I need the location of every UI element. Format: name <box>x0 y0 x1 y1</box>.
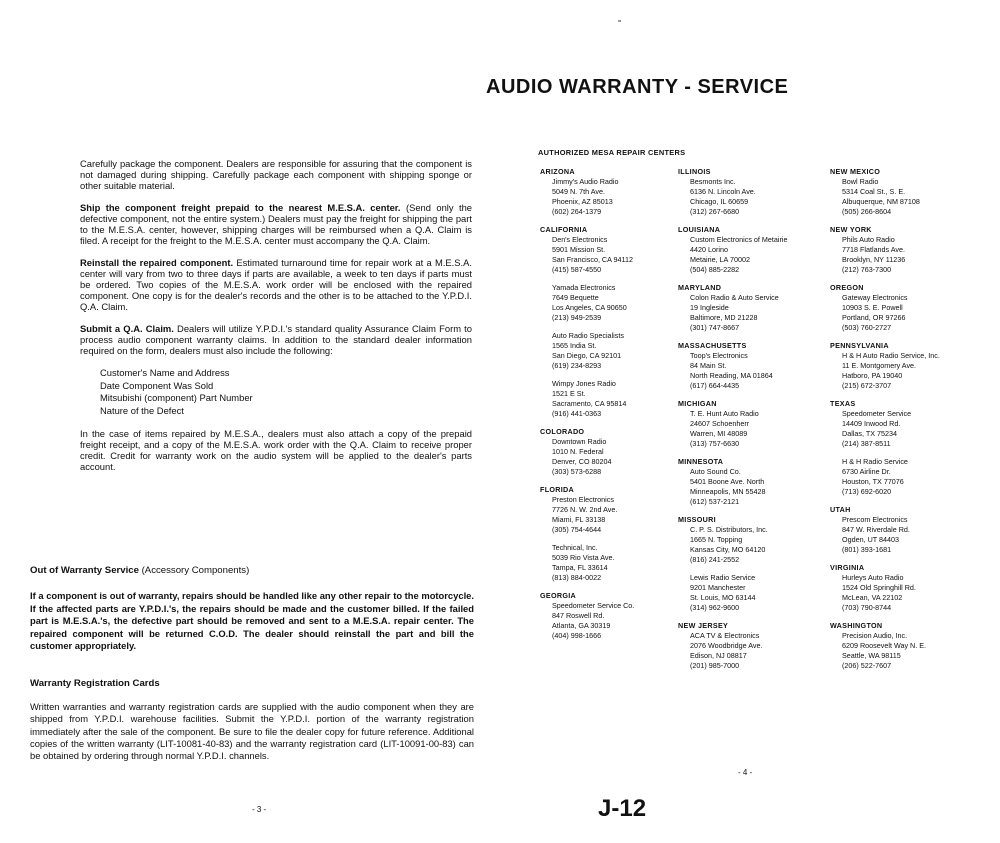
repair-center-entry <box>842 235 940 275</box>
list-item: Nature of the Defect <box>100 404 184 416</box>
repair-centers-heading: AUTHORIZED MESA REPAIR CENTERS <box>538 148 686 157</box>
state-heading: MARYLAND <box>678 283 722 292</box>
repair-center-name: Prescom Electronics <box>842 515 908 524</box>
repair-center-phone: (212) 763-7300 <box>842 265 892 274</box>
repair-center-entry <box>690 631 787 671</box>
repair-center-street: 6730 Airline Dr. <box>842 467 891 476</box>
state-heading: PENNSYLVANIA <box>830 341 889 350</box>
claim-requirements-list <box>100 367 472 417</box>
list-item: Customer's Name and Address <box>100 367 230 378</box>
repair-center-city: Albuquerque, NM 87108 <box>842 197 920 206</box>
repair-center-street: 10903 S. E. Powell <box>842 303 903 312</box>
repair-center-street: 5901 Mission St. <box>552 245 606 254</box>
state-heading: WASHINGTON <box>830 621 883 630</box>
repair-center-street: 5401 Boone Ave. North <box>690 477 765 486</box>
repair-center-name: Auto Radio Specialists <box>552 331 624 340</box>
repair-center-name: Auto Sound Co. <box>690 467 741 476</box>
repair-center-entry <box>690 235 787 275</box>
out-of-warranty-heading <box>30 565 249 576</box>
repair-center-phone: (703) 790-8744 <box>842 603 892 612</box>
repair-center-phone: (215) 672-3707 <box>842 381 892 390</box>
repair-center-entry <box>552 331 634 371</box>
state-heading: TEXAS <box>830 399 856 408</box>
repair-center-city: Sacramento, CA 95814 <box>552 399 627 408</box>
state-heading: VIRGINIA <box>830 563 865 572</box>
repair-center-street: 6209 Roosevelt Way N. E. <box>842 641 927 650</box>
repair-center-city: Warren, MI 48089 <box>690 429 748 438</box>
repair-center-name: Lewis Radio Service <box>690 573 756 582</box>
repair-center-name: Wimpy Jones Radio <box>552 379 616 388</box>
repair-center-entry <box>552 379 634 419</box>
repair-center-entry <box>552 601 634 641</box>
repair-center-street: 9201 Manchester <box>690 583 746 592</box>
page-number-left: - 3 - <box>252 805 267 814</box>
ship-heading: Ship the component freight prepaid to the nearest M.E.S.A. center. <box>80 202 401 213</box>
repair-center-entry <box>842 631 940 671</box>
warranty-procedure-text <box>80 158 472 483</box>
list-item: Date Component Was Sold <box>100 379 214 391</box>
repair-center-name: T. E. Hunt Auto Radio <box>690 409 759 418</box>
repair-center-street: 14409 Inwood Rd. <box>842 419 901 428</box>
repair-center-city: McLean, VA 22102 <box>842 593 903 602</box>
repair-center-city: Phoenix, AZ 85013 <box>552 197 613 206</box>
paragraph-mesa-repairs: In the case of items repaired by M.E.S.A., dealers must also attach a copy of the prepaid freight receipt, and a copy of the M.E.S.A. work order with the Q.A. Claim to receive proper credit. Credit for warranty work on the audio system will be applied to the dealer's parts account. <box>80 428 472 472</box>
state-heading: MASSACHUSETTS <box>678 341 747 350</box>
repair-center-city: Los Angeles, CA 90650 <box>552 303 627 312</box>
repair-center-phone: (713) 692-6020 <box>842 487 892 496</box>
repair-center-phone: (201) 985-7000 <box>690 661 740 670</box>
repair-center-city: Denver, CO 80204 <box>552 457 612 466</box>
state-heading: MICHIGAN <box>678 399 717 408</box>
repair-center-entry <box>552 177 634 217</box>
repair-center-name: Speedometer Service Co. <box>552 601 635 610</box>
page-title: AUDIO WARRANTY - SERVICE <box>486 76 789 98</box>
paragraph-reinstall <box>80 257 472 312</box>
repair-center-phone: (617) 664-4435 <box>690 381 740 390</box>
scan-speck <box>618 20 621 22</box>
repair-center-name: Precision Audio, Inc. <box>842 631 908 640</box>
repair-center-phone: (415) 587-4550 <box>552 265 602 274</box>
repair-center-city: Baltimore, MD 21228 <box>690 313 758 322</box>
paragraph-ship <box>80 202 472 246</box>
oow-title-bold: Out of Warranty Service <box>30 565 139 576</box>
state-heading: ARIZONA <box>540 167 575 176</box>
repair-center-entry <box>552 543 634 583</box>
repair-center-phone: (504) 885-2282 <box>690 265 740 274</box>
repair-center-phone: (505) 266-8604 <box>842 207 892 216</box>
repair-center-street: 1665 N. Topping <box>690 535 743 544</box>
state-heading: MINNESOTA <box>678 457 724 466</box>
repair-center-name: Colon Radio & Auto Service <box>690 293 779 302</box>
reinstall-heading: Reinstall the repaired component. <box>80 257 234 268</box>
repair-center-phone: (916) 441-0363 <box>552 409 602 418</box>
repair-center-city: Hatboro, PA 19040 <box>842 371 903 380</box>
repair-center-city: Dallas, TX 75234 <box>842 429 898 438</box>
repair-center-name: Besmonts Inc. <box>690 177 736 186</box>
repair-center-phone: (602) 264-1379 <box>552 207 602 216</box>
repair-center-city: Portland, OR 97266 <box>842 313 906 322</box>
repair-centers-column <box>540 167 634 649</box>
repair-center-name: Jimmy's Audio Radio <box>552 177 619 186</box>
repair-center-phone: (314) 962-9600 <box>690 603 740 612</box>
oow-title-rest: (Accessory Components) <box>138 565 250 576</box>
repair-center-street: 7726 N. W. 2nd Ave. <box>552 505 618 514</box>
repair-center-phone: (503) 760-2727 <box>842 323 892 332</box>
state-heading: CALIFORNIA <box>540 225 588 234</box>
repair-center-street: 11 E. Montgomery Ave. <box>842 361 917 370</box>
state-heading: FLORIDA <box>540 485 575 494</box>
repair-center-phone: (206) 522-7607 <box>842 661 892 670</box>
repair-center-city: Houston, TX 77076 <box>842 477 904 486</box>
repair-center-entry <box>690 177 787 217</box>
repair-center-street: 5314 Coal St., S. E. <box>842 187 906 196</box>
repair-center-street: 1521 E St. <box>552 389 586 398</box>
repair-center-phone: (312) 267-6680 <box>690 207 740 216</box>
reinstall-text: Estimated turnaround time for repair work at a M.E.S.A. center will vary from two to three days if parts are available, a week to ten days if parts must be ordered. Two copies of the M.E.S.A. work order will be enclosed with the repaired component. One copy is for the dealer's records and the other is to be attached to the Y.P.D.I. Q.A. Claim. <box>80 257 472 312</box>
out-of-warranty-text: If a component is out of warranty, repairs should be handled like any other repair to the motorcycle. If the affected parts are Y.P.D.I.'s, the repairs should be made and the customer billed. If the failed part is M.E.S.A.'s, the defective part should be removed and sent to a M.E.S.A. repair center. The repaired component will be returned C.O.D. The dealer should reinstall the part and bill the customer appropriately. <box>30 590 474 651</box>
list-item: Mitsubishi (component) Part Number <box>100 392 253 403</box>
repair-center-phone: (404) 998-1666 <box>552 631 602 640</box>
repair-center-entry <box>690 467 787 507</box>
state-heading: MISSOURI <box>678 515 716 524</box>
repair-center-name: C. P. S. Distributors, Inc. <box>690 525 768 534</box>
repair-center-name: Phils Auto Radio <box>842 235 895 244</box>
repair-center-city: Atlanta, GA 30319 <box>552 621 611 630</box>
repair-center-entry <box>842 409 940 449</box>
page-number-right: - 4 - <box>738 768 753 777</box>
repair-center-street: 847 Roswell Rd. <box>552 611 605 620</box>
repair-center-street: 5039 Rio Vista Ave. <box>552 553 615 562</box>
repair-center-entry <box>690 573 787 613</box>
repair-center-name: ACA TV & Electronics <box>690 631 760 640</box>
repair-center-street: 1524 Old Springhill Rd. <box>842 583 916 592</box>
repair-center-city: North Reading, MA 01864 <box>690 371 773 380</box>
repair-center-phone: (301) 747-8667 <box>690 323 740 332</box>
repair-center-name: Hurleys Auto Radio <box>842 573 904 582</box>
repair-center-street: 6136 N. Lincoln Ave. <box>690 187 756 196</box>
repair-center-city: Tampa, FL 33614 <box>552 563 608 572</box>
repair-center-name: Preston Electronics <box>552 495 614 504</box>
repair-center-street: 1565 India St. <box>552 341 597 350</box>
repair-center-street: 5049 N. 7th Ave. <box>552 187 606 196</box>
repair-center-name: H & H Radio Service <box>842 457 908 466</box>
registration-cards-heading: Warranty Registration Cards <box>30 678 160 689</box>
repair-center-city: Miami, FL 33138 <box>552 515 606 524</box>
ship-text: (Send only the defective component, not the entire system.) Dealers must pay the freight for shipping the part to the M.E.S.A. center, however, shipping charges will be reimbursed when a Q.A. Claim is filed. A receipt for the freight to the M.E.S.A. center must accompany the Q.A. Claim. <box>80 202 473 246</box>
claim-heading: Submit a Q.A. Claim. <box>80 323 174 334</box>
repair-center-street: 847 W. Riverdale Rd. <box>842 525 910 534</box>
repair-center-street: 84 Main St. <box>690 361 727 370</box>
repair-center-city: Kansas City, MO 64120 <box>690 545 766 554</box>
repair-center-name: Den's Electronics <box>552 235 608 244</box>
repair-center-name: Downtown Radio <box>552 437 607 446</box>
repair-center-phone: (813) 884-0022 <box>552 573 602 582</box>
registration-cards-text: Written warranties and warranty registration cards are supplied with the audio component when they are shipped from Y.P.D.I. warehouse facilities. Submit the Y.P.D.I. portion of the warranty registration immediately after the sale of the component. Be sure to file the dealer copy for future reference. Additional copies of the written warranty (LIT-10081-40-83) and the warranty registration card (LIT-10091-00-83) can be obtained by ordering through normal Y.P.D.I. channels. <box>30 701 474 762</box>
repair-center-name: Toop's Electronics <box>690 351 748 360</box>
repair-centers-column <box>678 167 787 679</box>
repair-center-phone: (619) 234-8293 <box>552 361 602 370</box>
repair-center-entry <box>690 409 787 449</box>
repair-center-entry <box>842 573 940 613</box>
repair-center-city: San Francisco, CA 94112 <box>552 255 633 264</box>
paragraph-claim <box>80 323 472 356</box>
repair-center-phone: (816) 241-2552 <box>690 555 740 564</box>
paragraph-packaging: Carefully package the component. Dealers are responsible for assuring that the component is not damaged during shipping. Carefully package each component with shipping sponge or other suitable material. <box>80 158 472 191</box>
repair-center-entry <box>552 495 634 535</box>
repair-center-entry <box>842 293 940 333</box>
state-heading: NEW YORK <box>830 225 872 234</box>
repair-center-street: 24607 Schoenherr <box>690 419 750 428</box>
repair-center-city: San Diego, CA 92101 <box>552 351 622 360</box>
repair-centers-column <box>830 167 940 679</box>
repair-center-city: St. Louis, MO 63144 <box>690 593 756 602</box>
state-heading: COLORADO <box>540 427 585 436</box>
repair-center-entry <box>552 437 634 477</box>
repair-center-city: Edison, NJ 08817 <box>690 651 747 660</box>
repair-center-phone: (303) 573-6288 <box>552 467 602 476</box>
repair-center-entry <box>690 293 787 333</box>
repair-center-phone: (313) 757-6630 <box>690 439 740 448</box>
repair-center-entry <box>552 283 634 323</box>
repair-center-city: Minneapolis, MN 55428 <box>690 487 766 496</box>
repair-center-city: Chicago, IL 60659 <box>690 197 749 206</box>
state-heading: UTAH <box>830 505 851 514</box>
repair-center-name: H & H Auto Radio Service, Inc. <box>842 351 940 360</box>
repair-center-name: Gateway Electronics <box>842 293 908 302</box>
repair-center-entry <box>690 351 787 391</box>
repair-center-name: Technical, Inc. <box>552 543 598 552</box>
repair-center-street: 2076 Woodbridge Ave. <box>690 641 763 650</box>
repair-center-name: Bowl Radio <box>842 177 879 186</box>
repair-center-name: Speedometer Service <box>842 409 912 418</box>
repair-center-entry <box>552 235 634 275</box>
state-heading: GEORGIA <box>540 591 577 600</box>
claim-text: Dealers will utilize Y.P.D.I.'s standard quality Assurance Claim Form to process audio component warranty claims. In addition to the standard dealer information required on the form, dealers must also include the following: <box>80 323 473 356</box>
repair-center-entry <box>842 351 940 391</box>
repair-center-street: 1010 N. Federal <box>552 447 604 456</box>
repair-center-city: Seattle, WA 98115 <box>842 651 901 660</box>
repair-center-street: 7718 Flatlands Ave. <box>842 245 906 254</box>
repair-center-phone: (612) 537-2121 <box>690 497 740 506</box>
repair-center-city: Brooklyn, NY 11236 <box>842 255 906 264</box>
repair-center-street: 7649 Bequette <box>552 293 599 302</box>
state-heading: OREGON <box>830 283 864 292</box>
state-heading: NEW MEXICO <box>830 167 881 176</box>
repair-center-entry <box>842 177 940 217</box>
repair-center-phone: (305) 754-4644 <box>552 525 602 534</box>
section-page-label: J-12 <box>598 795 647 822</box>
state-heading: NEW JERSEY <box>678 621 729 630</box>
repair-center-phone: (801) 393-1681 <box>842 545 892 554</box>
state-heading: LOUISIANA <box>678 225 721 234</box>
state-heading: ILLINOIS <box>678 167 711 176</box>
repair-center-city: Metairie, LA 70002 <box>690 255 750 264</box>
repair-center-name: Custom Electronics of Metairie <box>690 235 788 244</box>
repair-center-name: Yamada Electronics <box>552 283 616 292</box>
repair-center-phone: (214) 387-8511 <box>842 439 891 448</box>
repair-center-street: 4420 Lorino <box>690 245 728 254</box>
repair-center-street: 19 Ingleside <box>690 303 729 312</box>
repair-center-city: Ogden, UT 84403 <box>842 535 900 544</box>
repair-center-entry <box>690 525 787 565</box>
repair-center-entry <box>842 515 940 555</box>
repair-center-phone: (213) 949-2539 <box>552 313 602 322</box>
repair-center-entry <box>842 457 940 497</box>
